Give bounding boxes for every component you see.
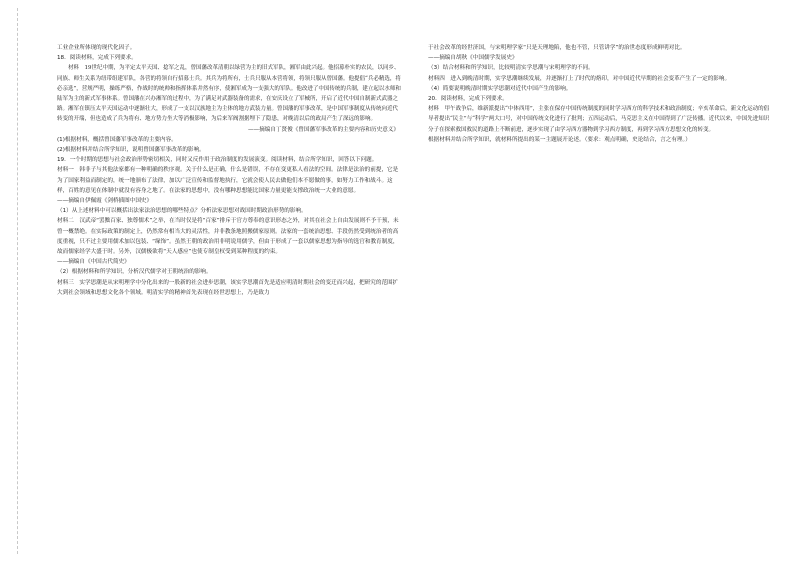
right-column-paragraph: 于社会改革的经世济国，与宋明理学家“只是天理地陷，他也不管，只管讲学”的治世态度形成鲜明对比。 — [428, 45, 686, 51]
right-column-paragraph: 材料四 进入到晚清时期，实学思潮继续发展，并逐渐打上了时代的烙印，对中国近代早期的社会变革产生了一定的影响。 — [428, 75, 731, 82]
left-column-paragraph: ——摘编自伊佩霞《剑桥插图中国史》 — [57, 198, 153, 205]
left-column-paragraph: (1)根据材料，概括曾国藩军事改革的主要内容。 — [57, 136, 177, 143]
right-column-paragraph: （3）结合材料和所学知识，比较明清实学思潮与宋明理学的不同。 — [428, 65, 594, 72]
left-column-paragraph: （1）从上述材料中可以概括出法家法治思想的哪些特点？分析法家思想对战国时期政治形势的影响。 — [57, 208, 307, 215]
left-column-paragraph: ——摘编自丁贤俊《曾国藩军事改革的主要内容和历史意义》 — [247, 126, 399, 133]
left-column-paragraph: 材料二 汉武帝“罢黜百家、独尊儒术”之举，在当时仅是将“百家”排斥于官方尊奉的意识形态之外，对其在社会上自由发展则不予干预，未曾一概禁绝。在实际政策的制定上，仍然常有相当大的灵活性，并非教条地照搬儒家原则。法家的一套统治思想、手段仍然受到统治者的高度重视，只不过主要用儒术加以包装、“缘饰”。虽然王朝的政治用非明说用儒学，但由于形成了一套以儒家思想为指导的选官和教育制度，故而儒家经学大盛于时。另外，汉儒极欲将“天人感应”也使专制皇权受到某种程度的约束。 — [57, 218, 399, 256]
left-column-paragraph: 材料三 实学思潮是从宋明理学中分化出来的一股新的社会进步思潮，该实学思潮首先是适应明清时期社会的变迁而兴起，把研究的范围扩大到社会领域和思想文化各个领域。明清实学的精神首先表现在经世思想上，乃是致力 — [57, 279, 399, 296]
right-column — [428, 43, 774, 145]
left-column — [57, 43, 403, 298]
right-column-paragraph: ——摘编自胡秋《中国儒学发展史》 — [428, 55, 518, 62]
binding-margin — [4, 0, 28, 562]
left-column-paragraph: ——摘编自《中国古代简史》 — [57, 259, 130, 266]
left-column-paragraph: 19．一个时期的思想与社会政治形势密切相关，同时又反作用于政治制度的发展演变。阅读材料，结合所学知识，回答以下问题。 — [57, 157, 378, 164]
left-column-paragraph: (2)根据材料并结合所学知识，说明曾国藩军事改革的影响。 — [57, 147, 205, 154]
left-column-paragraph: （2）根据材料和所学知识，分析汉代儒学对王朝统治的影响。 — [57, 269, 212, 276]
left-column-paragraph: 材料一 韩非子与其他法家都有一种明确的秩序观。关于什么是正确，什么是错误，不存在变更私人看法的空间。法律是法治的前提，它是为了国家利益而制定的，统一地颁布了法律，加以广泛宣传和监督地执行，它就会使人民去做他们本不愿做的事，如努力工作和战斗。这样，百姓的意见在体制中就没有容身之地了。在法家的思想中，没有哪种思想能比国家力量更能支撑政治统一大业的意愿。 — [57, 167, 399, 194]
left-column-paragraph: 材料 19世纪中期，为平定太平天国、捻军之乱，曾国藩改革清朝以绿营为主的旧式军队，湘军由此兴起。他招募朴实的农民，以同乡、同族、师生关系为纽带组建军队，各营的将领自行招募士兵。其兵为将所有，士兵只服从本营将领，将领只服从曾国藩。他提倡“兵必精选，将必亲选”，营规严明，操练严格，作战时的统帅和指挥体系井然有序，使湘军成为一支强大的军队。他改进了中国传统的兵制，建立起以水师和陆军为主的新式军事体系。曾国藩在兴办湘军的过程中，为了满足对武器装备的需求，在安庆设立了军械所，开启了近代中国自制新式武器之路。湘军在镇压太平天国运动中逐渐壮大，形成了一支以汉族地主为主体的地方武装力量。曾国藩的军事改革，是中国军事制度从传统向近代转变的开端，但也造成了兵为将有、地方势力坐大等消极影响，为后来军阀割据埋下了隐患，对晚清以后的政局产生了深远的影响。 — [57, 65, 401, 123]
binding-dashed-line — [17, 8, 18, 554]
left-column-paragraph: 18．阅读材料，完成下列要求。 — [57, 55, 137, 62]
right-column-paragraph: 根据材料并结合所学知识，就材料所提出的某一主题展开论述。（要求：观点明确，史论结合，言之有理。） — [428, 136, 691, 143]
right-column-paragraph: 材料 甲午战争后，维新派提出“中体西用”，主张在保存中国传统制度的同时学习西方的科学技术和政治制度；辛亥革命后，新文化运动的倡导者提出“民主”与“科学”两大口号，对中国传统文化进行了批判；五四运动后，马克思主义在中国得到了广泛传播。近代以来，中国先进知识分子在探索救国救民的道路上不断前进，逐步实现了由学习西方器物到学习西方制度，再到学习西方思想文化的转变。 — [428, 106, 770, 133]
right-column-paragraph: （4）简要说明晚清时期实学思潮对近代中国产生的影响。 — [428, 85, 572, 92]
left-column-paragraph: 工业企业所体现的现代化因子。 — [57, 45, 136, 51]
right-column-paragraph: 20．阅读材料，完成下列要求。 — [428, 96, 508, 103]
